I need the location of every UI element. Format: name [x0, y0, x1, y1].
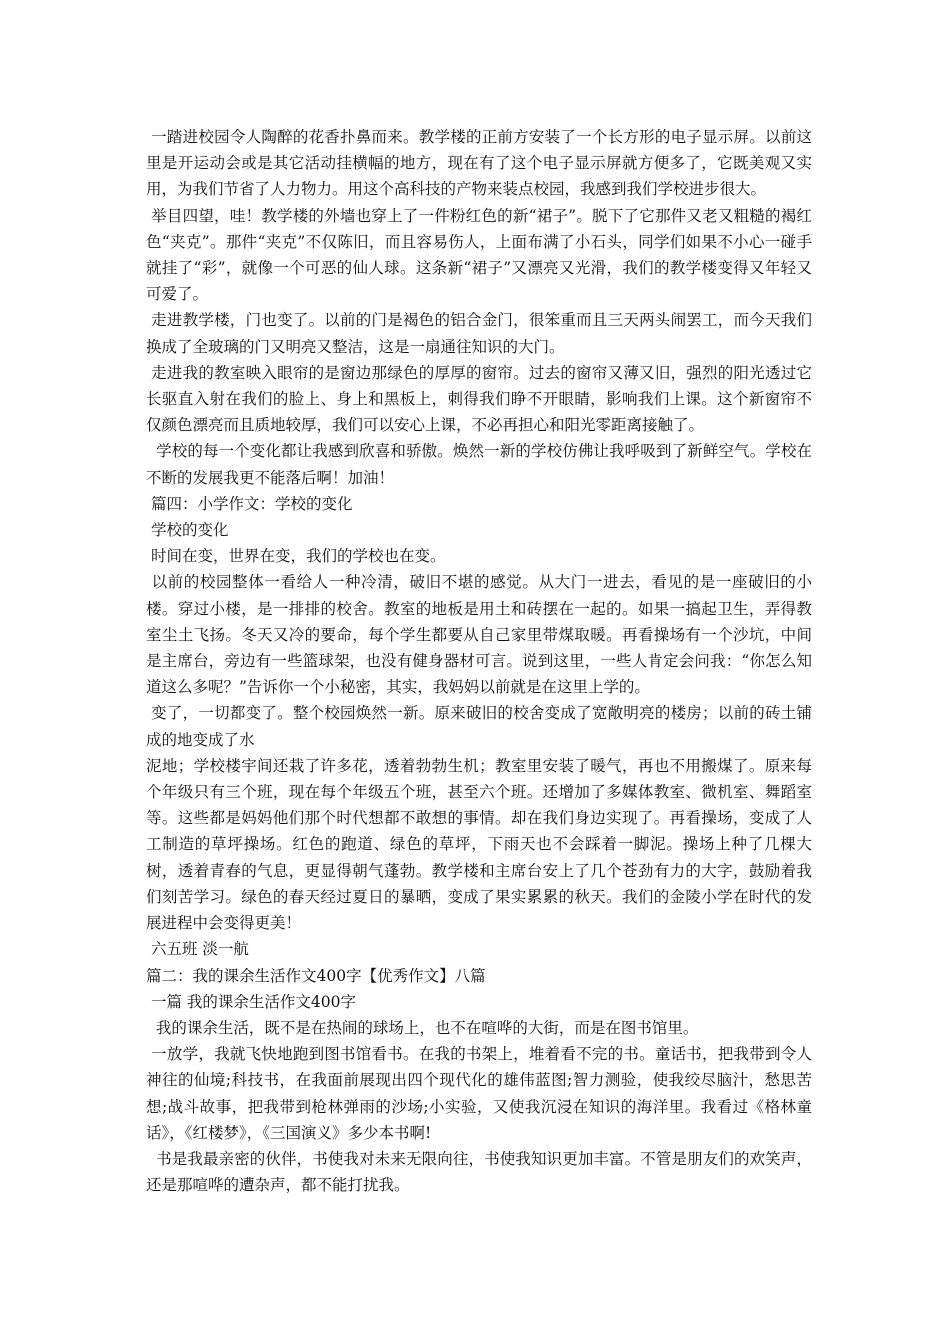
paragraph: 走进我的教室映入眼帘的是窗边那绿色的厚厚的窗帘。过去的窗帘又薄又旧，强烈的阳光透过它长驱直入射在我们的脸上、身上和黑板上，刺得我们睁不开眼睛，影响我们上课。这个新窗帘不仅颜色漂亮而且质地较厚，我们可以安心上课，不必再担心和阳光零距离接触了。	[146, 363, 812, 435]
paragraph: 一踏进校园令人陶醉的花香扑鼻而来。教学楼的正前方安装了一个长方形的电子显示屏。以前这里是开运动会或是其它活动挂横幅的地方，现在有了这个电子显示屏就方便多了，它既美观又实用，为我们节省了人力物力。用这个高科技的产物来装点校园，我感到我们学校进步很大。	[146, 128, 812, 199]
essay-title: 学校的变化	[146, 521, 229, 540]
author-line: 六五班 淡一航	[146, 940, 249, 959]
paragraph: 以前的校园整体一看给人一种冷清，破旧不堪的感觉。从大门一进去，看见的是一座破旧的小楼。穿过小楼，是一排排的校舍。教室的地板是用土和砖摆在一起的。如果一搞起卫生，弄得教室尘土飞扬。冬天又冷的要命，每个学生都要从自己家里带煤取暖。再看操场有一个沙坑，中间是主席台，旁边有一些篮球架，也没有健身器材可言。说到这里，一些人肯定会问我：“你怎么知道这么多呢？”告诉你一个小秘密，其实，我妈妈以前就是在这里上学的。	[146, 573, 812, 697]
paragraph: 学校的每一个变化都让我感到欣喜和骄傲。焕然一新的学校仿佛让我呼吸到了新鲜空气。学校在不断的发展我更不能落后啊！加油！	[146, 442, 812, 487]
essay-title: 一篇 我的课余生活作文400字	[146, 992, 356, 1011]
document-body	[146, 124, 812, 1198]
paragraph: 走进教学楼，门也变了。以前的门是褐色的铝合金门，很笨重而且三天两头闹罢工，而今天我们换成了全玻璃的门又明亮又整洁，这是一扇通往知识的大门。	[146, 311, 812, 356]
paragraph: 我的课余生活，既不是在热闹的球场上，也不在喧哗的大街，而是在图书馆里。	[146, 1018, 699, 1037]
paragraph: 泥地；学校楼宇间还栽了许多花，透着勃勃生机；教室里安装了暖气，再也不用搬煤了。原来每个年级只有三个班，现在每个年级五个班，甚至六个班。还增加了多媒体教室、微机室、舞蹈室等。这些都是妈妈他们那个时代想都不敢想的事情。却在我们身边实现了。再看操场，变成了人工制造的草坪操场。红色的跑道、绿色的草坪，下雨天也不会踩着一脚泥。操场上种了几棵大树，透着青春的气息，更显得朝气蓬勃。教学楼和主席台安上了几个苍劲有力的大字，鼓励着我们刻苦学习。绿色的春天经过夏日的暴晒，变成了果实累累的秋天。我们的金陵小学在时代的发展进程中会变得更美！	[146, 756, 812, 933]
section-heading: 篇二：我的课余生活作文400字【优秀作文】八篇	[146, 966, 486, 985]
paragraph: 变了，一切都变了。整个校园焕然一新。原来破旧的校舍变成了宽敞明亮的楼房；以前的砖土铺成的地变成了水	[146, 704, 812, 749]
paragraph: 举目四望，哇！教学楼的外墙也穿上了一件粉红色的新“裙子”。脱下了它那件又老又粗糙的褐红色“夹克”。那件“夹克”不仅陈旧，而且容易伤人，上面布满了小石头，同学们如果不小心一碰手就挂了“彩”，就像一个可恶的仙人球。这条新“裙子”又漂亮又光滑，我们的教学楼变得又年轻又可爱了。	[146, 206, 812, 304]
paragraph: 时间在变，世界在变，我们的学校也在变。	[146, 547, 446, 566]
section-heading: 篇四：小学作文：学校的变化	[146, 494, 353, 513]
paragraph: 书是我最亲密的伙伴，书使我对未来无限向往，书使我知识更加丰富。不管是朋友们的欢笑声，还是那喧哗的遭杂声，都不能打扰我。	[146, 1149, 812, 1195]
paragraph: 一放学，我就飞快地跑到图书馆看书。在我的书架上，堆着看不完的书。童话书，把我带到令人神往的仙境;科技书，在我面前展现出四个现代化的雄伟蓝图;智力测验，使我绞尽脑汁，愁思苦想;战斗故事，把我带到枪林弹雨的沙场;小实验，又使我沉浸在知识的海洋里。我看过《格林童话》，《红楼梦》，《三国演义》多少本书啊!	[146, 1045, 812, 1142]
